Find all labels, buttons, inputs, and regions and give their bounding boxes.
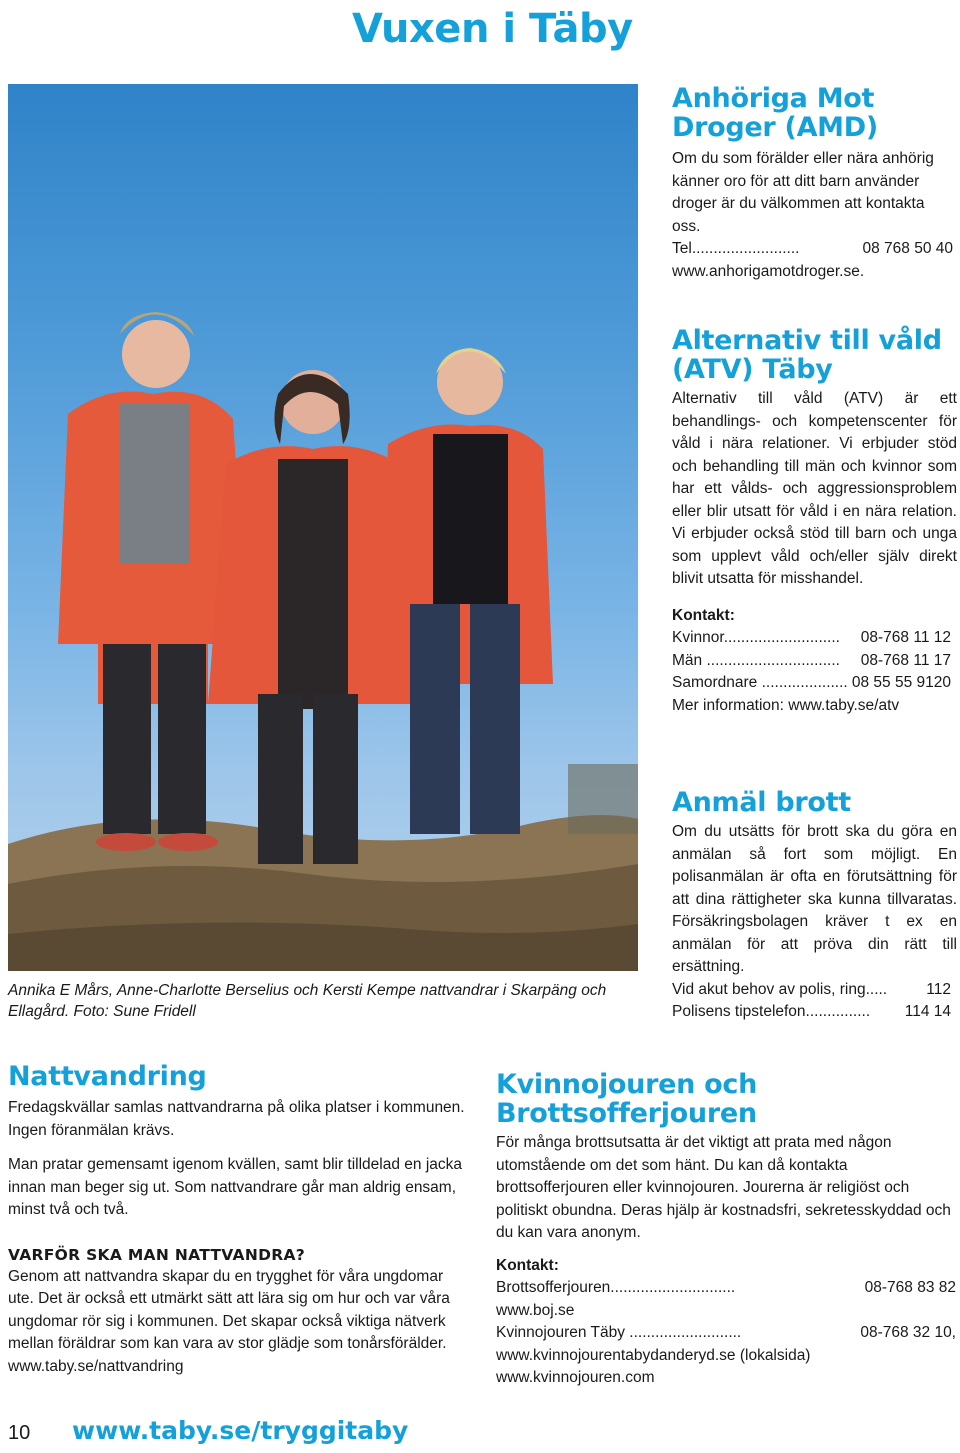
amd-tel-value: 08 768 50 40	[862, 240, 953, 257]
nattvandring-p2: Man pratar gemensamt igenom kvällen, samt blir tilldelad en jacka innan man beger sig ut. Som nattvandrare går man aldrig ensam, minst två och två.	[8, 1156, 463, 1218]
kvinnojouren-c2-value: 08-768 32 10,	[860, 1324, 956, 1341]
kvinnojouren-c1-url[interactable]: www.boj.se	[496, 1301, 575, 1319]
amd-heading-line2: Droger (AMD)	[672, 112, 878, 143]
anmal-line1-value: 112	[926, 980, 951, 998]
atv-heading-line1: Alternativ till våld	[672, 325, 942, 356]
atv-body: Alternativ till våld (ATV) är ett behandlings- och kompetenscenter för våld i nära relationer. Vi erbjuder stöd och behandling till män och kvinnor som har ett vålds- och aggressionsproblem eller blir utsatt för våld i en nära relation. Vi erbjuder också stöd till barn och unga som upplevt våld och/eller själv direkt blivit utsatta för misshandel.	[672, 390, 957, 587]
nattvandring-heading: Nattvandring	[8, 1061, 207, 1092]
atv-contact-row	[672, 650, 957, 673]
kvinnojouren-contact-2	[496, 1322, 956, 1345]
amd-tel	[672, 238, 957, 261]
nattvandring-p1: Fredagskvällar samlas nattvandrarna på olika platser i kommunen. Ingen föranmälan krävs.	[8, 1099, 465, 1139]
anmal-line1	[672, 979, 957, 1002]
photo-caption	[8, 980, 648, 1022]
kvinnojouren-c2-label: Kvinnojouren Täby ..........................	[496, 1324, 742, 1341]
page-number: 10	[8, 1422, 31, 1444]
atv-contact-value-2: 08 55 55 9120	[851, 674, 951, 691]
anmal-line2-value: 114 14	[904, 1003, 951, 1020]
atv-contact-label-0: Kvinnor...........................	[672, 629, 840, 646]
amd-heading-line1: Anhöriga Mot	[672, 83, 875, 114]
amd-tel-label: Tel.........................	[672, 240, 800, 257]
kvinnojouren-c3-url[interactable]: www.kvinnojouren.com	[496, 1369, 655, 1386]
section-nattvandring	[8, 1062, 473, 1378]
amd-body: Om du som förälder eller nära anhörig känner oro för att ditt barn använder droger är du välkommen att kontakta oss.	[672, 150, 934, 235]
kvinnojouren-heading	[496, 1070, 958, 1128]
nattvandrare-photo-illustration	[8, 84, 638, 971]
atv-contact-label-2: Samordnare ....................	[672, 674, 848, 691]
kvinnojouren-heading-line2: Brottsofferjouren	[496, 1098, 757, 1129]
page-title: Vuxen i Täby	[352, 6, 633, 52]
kvinnojouren-body: För många brottsutsatta är det viktigt att prata med någon utomstående om det som hänt. Du kan då kontakta brottsofferjouren eller kvinnojouren. Jourerna är religiöst och politiskt obundna. Deras hjälp är kostnadsfri, sekretesskyddad och du kan vara anonym.	[496, 1134, 951, 1241]
atv-contact-label: Kontakt:	[672, 606, 735, 624]
anmal-line2	[672, 1001, 957, 1024]
caption-text: Annika E Mårs, Anne-Charlotte Berselius och Kersti Kempe nattvandrar i Skarpäng och Ellagård. Foto: Sune Fridell	[8, 982, 607, 1020]
atv-heading	[672, 326, 957, 384]
section-atv	[672, 326, 957, 717]
atv-contact-value-0: 08-768 11 12	[860, 629, 951, 646]
atv-more-info[interactable]: Mer information: www.taby.se/atv	[672, 696, 900, 714]
atv-contact-row	[672, 672, 957, 695]
section-kvinnojouren	[496, 1070, 958, 1390]
kvinnojouren-contact-label: Kontakt:	[496, 1256, 559, 1274]
atv-heading-line2: (ATV) Täby	[672, 354, 833, 385]
amd-heading	[672, 84, 957, 142]
anmal-line2-label: Polisens tipstelefon...............	[672, 1003, 871, 1020]
atv-contact-label-1: Män ...............................	[672, 651, 840, 669]
section-anmal-brott	[672, 788, 957, 1024]
amd-url[interactable]: www.anhorigamotdroger.se.	[672, 262, 865, 280]
kvinnojouren-contact-1	[496, 1277, 956, 1300]
nattvandring-p3: Genom att nattvandra skapar du en trygghet för våra ungdomar ute. Det är också ett utmärkt sätt att lära sig om hur och var våra ungdomar rör sig i kommunen. Det skapar också viktiga nätverk mellan föräldrar som kan vara av stor glädje som tonårsförälder. www.taby.se/nattvandring	[8, 1267, 450, 1375]
kvinnojouren-c1-label: Brottsofferjouren.............................	[496, 1279, 736, 1296]
hero-photo	[8, 84, 638, 971]
atv-contact-row	[672, 627, 957, 650]
anmal-line1-label: Vid akut behov av polis, ring.....	[672, 980, 888, 998]
kvinnojouren-c1-value: 08-768 83 82	[864, 1279, 956, 1296]
atv-contact-value-1: 08-768 11 17	[860, 651, 951, 669]
anmal-body: Om du utsätts för brott ska du göra en anmälan så fort som möjligt. En polisanmälan är ofta en förutsättning för att dina rättigheter ska kunna tillvaratas. Försäkringsbolagen kräver t ex en anmälan för att pröva din rätt till ersättning.	[672, 823, 957, 975]
anmal-heading: Anmäl brott	[672, 787, 851, 818]
section-amd	[672, 84, 957, 283]
nattvandring-subheading: VARFÖR SKA MAN NATTVANDRA?	[8, 1245, 306, 1264]
kvinnojouren-c2-url[interactable]: www.kvinnojourentabydanderyd.se (lokalsida)	[496, 1346, 811, 1364]
footer-url[interactable]: www.taby.se/tryggitaby	[72, 1416, 409, 1445]
kvinnojouren-heading-line1: Kvinnojouren och	[496, 1069, 758, 1100]
